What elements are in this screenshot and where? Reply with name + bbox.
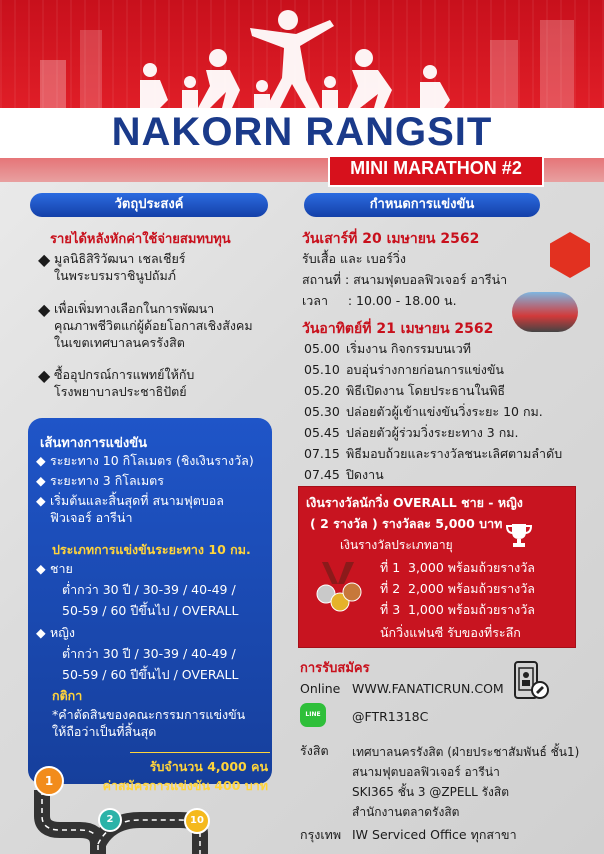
route-line: ฟิวเจอร์ อารีน่า	[50, 510, 133, 525]
route-heading: เส้นทางการแข่งขัน	[40, 436, 148, 451]
schedule-day2: วันอาทิตย์ที่ 21 เมษายน 2562	[302, 321, 494, 337]
route-line: เริ่มต้นและสิ้นสุดที่ สนามฟุตบอล	[50, 493, 224, 508]
schedule-day1: วันเสาร์ที่ 20 เมษายน 2562	[302, 231, 480, 247]
route-marker: 10	[184, 808, 210, 834]
register-online-label: Online	[300, 681, 341, 696]
route-line: ระยะทาง 10 กิโลเมตร (ชิงเงินรางวัล)	[50, 453, 254, 468]
register-location: SKI365 ชั้น 3 @ZPELL รังสิต	[352, 785, 510, 799]
category-label-row	[36, 624, 268, 641]
objective-line: เพื่อเพิ่มทางเลือกในการพัฒนา	[54, 301, 215, 316]
schedule-desc: พิธีเปิดงาน โดยประธานในพิธี	[346, 383, 506, 398]
objective-lead: รายได้หลังหักค่าใช้จ่ายสมทบทุน	[50, 232, 231, 247]
mobile-register-icon	[512, 660, 550, 702]
day1-details	[302, 248, 507, 311]
runners-photo	[512, 292, 578, 332]
route-marker: 2	[98, 808, 122, 832]
rules-line: ให้ถือว่าเป็นที่สิ้นสุด	[52, 724, 157, 739]
bullet-icon: ◆	[36, 453, 46, 468]
category-line: 50-59 / 60 ปีขึ้นไป / OVERALL	[62, 667, 239, 682]
page-subtitle: MINI MARATHON #2	[350, 158, 522, 178]
fee-text: ค่าสมัครการแข่งขัน 400 บาท	[102, 778, 268, 793]
prize-overall-amount: ( 2 รางวัล ) รางวัลละ 5,000 บาท	[310, 516, 503, 531]
objective-list	[38, 250, 288, 410]
prize-place: ที่ 1	[380, 560, 401, 575]
register-rangsit-label: รังสิต	[300, 743, 329, 758]
prize-place: ที่ 3	[380, 602, 401, 617]
register-heading: การรับสมัคร	[300, 661, 370, 676]
schedule-row	[304, 361, 574, 382]
category-label: ชาย	[50, 561, 73, 576]
objective-line: คุณภาพชีวิตแก่ผู้ด้อยโอกาสเชิงสังคม	[54, 318, 253, 333]
schedule-row	[304, 445, 574, 466]
register-bangkok-label: กรุงเทพ	[300, 827, 342, 842]
prize-amount: 2,000 พร้อมถ้วยรางวัล	[408, 581, 535, 596]
prize-amount: 3,000 พร้อมถ้วยรางวัล	[408, 560, 535, 575]
schedule-desc: พิธีมอบถ้วยและรางวัลชนะเลิศตามลำดับ	[346, 446, 563, 461]
schedule-row	[304, 340, 574, 361]
objective-item	[38, 300, 288, 366]
schedule-row	[304, 403, 574, 424]
route-item	[36, 472, 268, 489]
divider	[130, 752, 270, 753]
schedule-row	[304, 424, 574, 445]
prize-row	[380, 579, 570, 600]
schedule-time: 05.20	[304, 383, 340, 398]
prize-age-heading: เงินรางวัลประเภทอายุ	[340, 538, 453, 552]
prize-place: ที่ 2	[380, 581, 401, 596]
bullet-icon: ◆	[38, 300, 51, 319]
schedule-time: 05.45	[304, 425, 340, 440]
route-marker: 1	[34, 766, 64, 796]
register-rangsit-list	[352, 742, 598, 822]
category-line: ต่ำกว่า 30 ปี / 30-39 / 40-49 /	[62, 646, 236, 661]
objective-heading: วัตถุประสงค์	[30, 193, 268, 217]
category-female	[36, 624, 268, 683]
schedule-table	[304, 340, 574, 487]
prize-table	[380, 558, 570, 621]
prize-amount: 1,000 พร้อมถ้วยรางวัล	[408, 602, 535, 617]
trophy-icon	[504, 520, 534, 550]
schedule-time: 05.00	[304, 341, 340, 356]
register-bangkok-value: IW Serviced Office ทุกสาขา	[352, 827, 517, 842]
category-line: ต่ำกว่า 30 ปี / 30-39 / 40-49 /	[62, 582, 236, 597]
schedule-row	[304, 466, 574, 487]
day1-line: เวลา : 10.00 - 18.00 น.	[302, 293, 457, 308]
bullet-icon: ◆	[36, 493, 46, 508]
objective-item	[38, 250, 288, 294]
prize-overall: เงินรางวัลนักวิ่ง OVERALL ชาย - หญิง	[306, 495, 523, 510]
schedule-desc: ปล่อยตัวผู้เข้าแข่งขันวิ่งระยะ 10 กม.	[346, 404, 543, 419]
objective-item	[38, 366, 288, 410]
bullet-icon: ◆	[38, 366, 51, 385]
day1-line: สถานที่ : สนามฟุตบอลฟิวเจอร์ อารีน่า	[302, 272, 508, 287]
bullet-icon: ◆	[36, 625, 46, 640]
register-location: สำนักงานตลาดรังสิต	[352, 805, 460, 819]
rules-text	[52, 706, 245, 740]
schedule-desc: ปล่อยตัวผู้ร่วมวิ่งระยะทาง 3 กม.	[346, 425, 519, 440]
hexagon-decoration	[550, 232, 590, 278]
quota-text: รับจำนวน 4,000 คน	[149, 759, 268, 774]
objective-line: ในพระบรมราชินูปถัมภ์	[54, 268, 176, 283]
schedule-desc: อบอุ่นร่างกายก่อนการแข่งขัน	[346, 362, 504, 377]
category-label-row	[36, 560, 268, 577]
objective-line: มูลนิธิสิริวัฒนา เชลเชียร์	[54, 251, 186, 266]
page-title: NAKORN RANGSIT	[111, 110, 493, 154]
rules-heading: กติกา	[52, 688, 83, 703]
schedule-time: 05.30	[304, 404, 340, 419]
schedule-desc: ปิดงาน	[346, 467, 384, 482]
bullet-icon: ◆	[36, 473, 46, 488]
day1-line: รับเสื้อ และ เบอร์วิ่ง	[302, 251, 406, 266]
route-item	[36, 452, 268, 469]
route-item	[36, 492, 268, 526]
objective-line: ซื้ออุปกรณ์การแพทย์ให้กับ	[54, 367, 195, 382]
schedule-time: 07.15	[304, 446, 340, 461]
prize-fancy: นักวิ่งแฟนซี รับของที่ระลึก	[380, 625, 521, 640]
schedule-time: 07.45	[304, 467, 340, 482]
schedule-heading: กำหนดการแข่งขัน	[304, 193, 540, 217]
category-label: หญิง	[50, 625, 75, 640]
route-list	[36, 452, 268, 526]
schedule-time: 05.10	[304, 362, 340, 377]
category-male	[36, 560, 268, 619]
bullet-icon: ◆	[36, 561, 46, 576]
schedule-desc: เริ่มงาน กิจกรรมบนเวที	[346, 341, 472, 356]
runners-silhouette	[0, 0, 604, 120]
register-location: เทศบาลนครรังสิต (ฝ่ายประชาสัมพันธ์ ชั้น1)	[352, 745, 580, 759]
objective-line: โรงพยาบาลประชาธิปัตย์	[54, 384, 187, 399]
prize-row	[380, 558, 570, 579]
schedule-row	[304, 382, 574, 403]
medals-icon	[312, 562, 364, 620]
line-app-icon: LINE	[300, 703, 326, 727]
register-location: สนามฟุตบอลฟิวเจอร์ อารีน่า	[352, 765, 500, 779]
bullet-icon: ◆	[38, 250, 51, 269]
objective-line: ในเขตเทศบาลนครรังสิต	[54, 335, 185, 350]
register-online-url[interactable]: WWW.FANATICRUN.COM	[352, 681, 504, 696]
route-line: ระยะทาง 3 กิโลเมตร	[50, 473, 165, 488]
category-line: 50-59 / 60 ปีขึ้นไป / OVERALL	[62, 603, 239, 618]
register-line-id[interactable]: @FTR1318C	[352, 709, 429, 724]
rules-line: *คำตัดสินของคณะกรรมการแข่งขัน	[52, 707, 246, 722]
prize-row	[380, 600, 570, 621]
categories-heading: ประเภทการแข่งขันระยะทาง 10 กม.	[52, 542, 251, 557]
